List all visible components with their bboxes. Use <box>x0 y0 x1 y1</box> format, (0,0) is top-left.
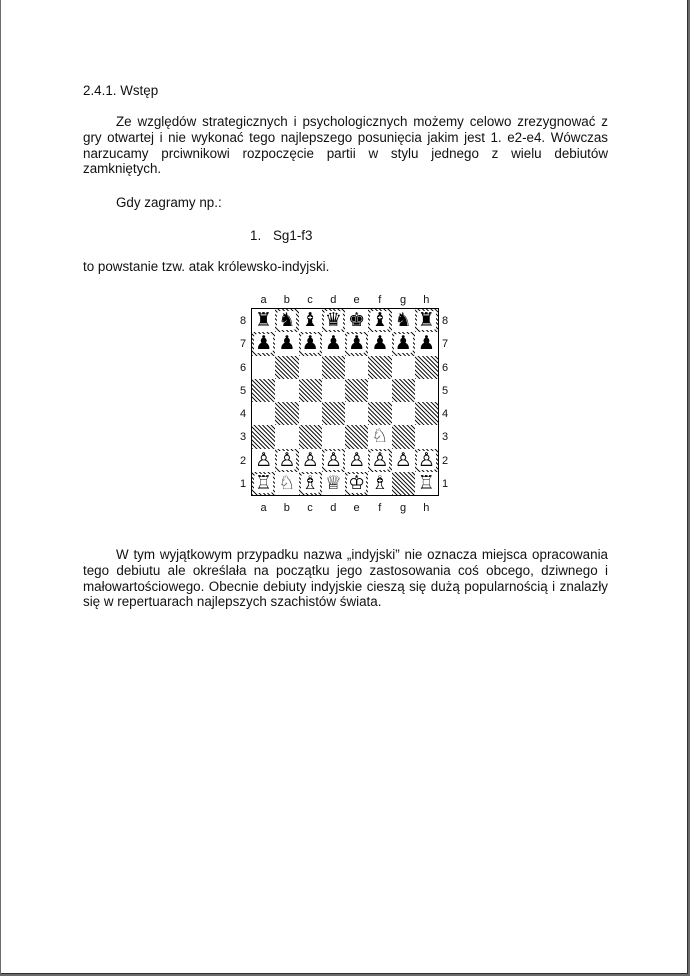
piece: ♙ <box>394 448 412 471</box>
file-label: b <box>283 294 290 306</box>
square-e8 <box>345 309 368 332</box>
square-h1 <box>415 472 438 495</box>
piece: ♟ <box>255 332 273 355</box>
square-h6 <box>415 356 438 379</box>
piece: ♖ <box>417 471 435 494</box>
square-b3 <box>275 425 298 448</box>
square-h4 <box>415 402 438 425</box>
square-c3 <box>299 425 322 448</box>
piece: ♙ <box>278 448 296 471</box>
chess-board <box>251 308 439 496</box>
piece: ♜ <box>255 309 273 332</box>
square-b6 <box>275 356 298 379</box>
piece: ♕ <box>324 471 342 494</box>
square-f1 <box>368 472 391 495</box>
rank-label: 4 <box>441 408 449 420</box>
rank-label: 5 <box>441 384 449 397</box>
file-label: a <box>260 502 267 514</box>
document-page <box>1 0 688 974</box>
square-g5 <box>392 379 415 402</box>
paragraph-result: to powstanie tzw. atak królewsko-indyjski. <box>83 259 330 274</box>
square-e1 <box>345 472 368 495</box>
piece: ♙ <box>371 448 389 471</box>
file-label: h <box>423 294 430 306</box>
piece: ♗ <box>371 471 389 494</box>
square-f4 <box>368 402 391 425</box>
file-label: c <box>307 294 313 306</box>
piece: ♞ <box>394 309 412 332</box>
paragraph-indian-explanation: W tym wyjątkowym przypadku nazwa „indyjski” nie oznacza miejsca opracowania tego debiutu ale określała na początku jego zastosowania coś obcego, dziwnego i małowartościowego. Obecnie debiuty indyjskie cieszą się dużą popularnością i znalazły się w repertuarach najlepszych szachistów świata. <box>83 547 608 610</box>
square-c4 <box>299 402 322 425</box>
square-d3 <box>322 425 345 448</box>
square-g1 <box>392 472 415 495</box>
move-notation: Sg1-f3 <box>273 228 313 243</box>
square-a5 <box>252 379 275 402</box>
rank-label: 7 <box>239 338 247 351</box>
piece: ♟ <box>417 332 435 355</box>
piece: ♟ <box>348 332 366 355</box>
square-f3 <box>368 425 391 448</box>
square-d2 <box>322 449 345 472</box>
square-d7 <box>322 332 345 355</box>
piece: ♙ <box>324 448 342 471</box>
file-label: c <box>307 502 313 514</box>
rank-label: 4 <box>239 408 247 420</box>
square-d8 <box>322 309 345 332</box>
square-h7 <box>415 332 438 355</box>
square-e3 <box>345 425 368 448</box>
file-label: f <box>378 294 382 306</box>
file-label: b <box>283 502 290 514</box>
square-g8 <box>392 309 415 332</box>
piece: ♛ <box>324 309 342 332</box>
rank-label: 6 <box>239 361 247 374</box>
square-e6 <box>345 356 368 379</box>
square-a2 <box>252 449 275 472</box>
piece: ♟ <box>278 332 296 355</box>
square-e5 <box>345 379 368 402</box>
square-a6 <box>252 356 275 379</box>
rank-label: 7 <box>441 338 449 351</box>
file-label: g <box>399 294 407 306</box>
square-g6 <box>392 356 415 379</box>
piece: ♝ <box>371 309 389 332</box>
rank-label: 2 <box>441 454 449 467</box>
move-number: 1. <box>250 228 262 243</box>
square-f6 <box>368 356 391 379</box>
square-c7 <box>299 332 322 355</box>
square-d4 <box>322 402 345 425</box>
piece: ♙ <box>255 448 273 471</box>
square-c6 <box>299 356 322 379</box>
square-g7 <box>392 332 415 355</box>
square-b7 <box>275 332 298 355</box>
square-g2 <box>392 449 415 472</box>
square-d5 <box>322 379 345 402</box>
piece: ♝ <box>301 309 319 332</box>
rank-label: 3 <box>239 431 247 444</box>
rank-label: 5 <box>239 384 247 397</box>
square-f7 <box>368 332 391 355</box>
file-label: e <box>353 294 360 306</box>
piece: ♟ <box>394 332 412 355</box>
move-line <box>250 228 312 244</box>
piece: ♗ <box>301 471 319 494</box>
chess-diagram <box>241 293 453 517</box>
section-heading: 2.4.1. Wstęp <box>83 83 159 98</box>
file-label: e <box>353 502 360 514</box>
square-h3 <box>415 425 438 448</box>
piece: ♚ <box>348 309 366 332</box>
square-h8 <box>415 309 438 332</box>
square-b2 <box>275 449 298 472</box>
square-a4 <box>252 402 275 425</box>
rank-label: 1 <box>441 477 449 490</box>
square-b8 <box>275 309 298 332</box>
piece: ♜ <box>417 309 435 332</box>
square-h2 <box>415 449 438 472</box>
piece: ♙ <box>348 448 366 471</box>
rank-label: 3 <box>441 431 449 444</box>
piece: ♖ <box>255 471 273 494</box>
rank-label: 8 <box>441 315 449 327</box>
file-label: h <box>423 502 430 514</box>
rank-label: 1 <box>239 477 247 490</box>
square-a7 <box>252 332 275 355</box>
paragraph-move-intro: Gdy zagramy np.: <box>116 195 222 210</box>
rank-label: 6 <box>441 361 449 374</box>
square-a3 <box>252 425 275 448</box>
piece: ♔ <box>348 471 366 494</box>
piece: ♙ <box>417 448 435 471</box>
square-e4 <box>345 402 368 425</box>
file-label: a <box>260 294 267 306</box>
file-label: f <box>378 502 382 514</box>
square-g4 <box>392 402 415 425</box>
piece: ♘ <box>371 425 389 448</box>
square-c1 <box>299 472 322 495</box>
square-b1 <box>275 472 298 495</box>
square-d6 <box>322 356 345 379</box>
paragraph-intro: Ze względów strategicznych i psychologicznych możemy celowo zrezygnować z gry otwartej i nie wykonać tego najlepszego posunięcia jakim jest 1. e2-e4. Wówczas narzucamy prciwnikowi rozpoczęcie partii w stylu jednego z wielu debiutów zamkniętych. <box>83 114 608 177</box>
square-d1 <box>322 472 345 495</box>
square-b5 <box>275 379 298 402</box>
file-label: d <box>330 294 337 306</box>
square-e7 <box>345 332 368 355</box>
file-label: d <box>330 502 337 514</box>
piece: ♘ <box>278 471 296 494</box>
square-e2 <box>345 449 368 472</box>
square-a8 <box>252 309 275 332</box>
square-a1 <box>252 472 275 495</box>
square-g3 <box>392 425 415 448</box>
piece: ♟ <box>324 332 342 355</box>
square-h5 <box>415 379 438 402</box>
square-f5 <box>368 379 391 402</box>
piece: ♞ <box>278 309 296 332</box>
piece: ♙ <box>301 448 319 471</box>
square-c2 <box>299 449 322 472</box>
square-c8 <box>299 309 322 332</box>
square-f8 <box>368 309 391 332</box>
square-b4 <box>275 402 298 425</box>
piece: ♟ <box>301 332 319 355</box>
file-label: g <box>399 502 407 514</box>
square-c5 <box>299 379 322 402</box>
square-f2 <box>368 449 391 472</box>
piece: ♟ <box>371 332 389 355</box>
rank-label: 8 <box>239 315 247 327</box>
rank-label: 2 <box>239 454 247 467</box>
